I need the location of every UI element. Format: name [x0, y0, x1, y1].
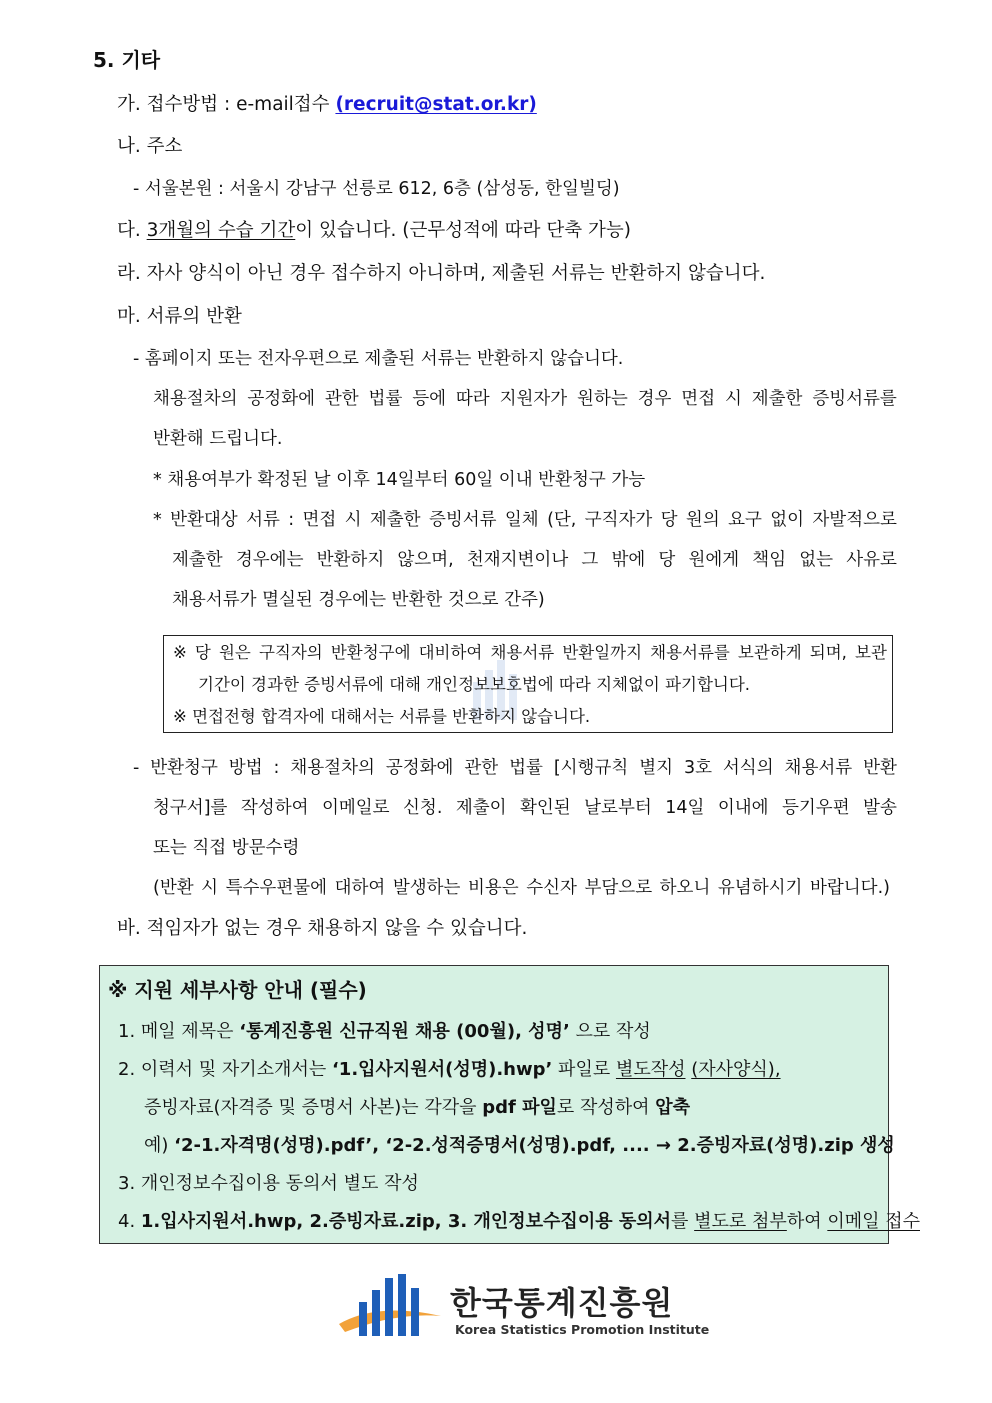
notice-line-3: ※ 면접전형 합격자에 대해서는 서류를 반환하지 않습니다. [173, 707, 591, 726]
guide-line-4-example: ‘2-1.자격명(성명).pdf’, ‘2-2.성적증명서(성명).pdf, .... → 2.증빙자료(성명).zip 생성 [174, 1135, 895, 1156]
notice-line-1: ※ 당 원은 구직자의 반환청구에 대비하여 채용서류 반환일까지 채용서류를 보관하게 되며, 보관 [173, 643, 887, 662]
logo-mark-icon [337, 1272, 445, 1342]
guide-line-2-own-form: (자사양식), [691, 1059, 781, 1080]
return-method-1: - 반환청구 방법 : 채용절차의 공정화에 관한 법률 [시행규칙 별지 3호 서식의 채용서류 반환 [133, 758, 897, 778]
item-ba: 바. 적임자가 없는 경우 채용하지 않을 수 있습니다. [117, 918, 528, 939]
item-da [117, 218, 631, 244]
guide-line-5: 3. 개인정보수집이용 동의서 별도 작성 [118, 1173, 419, 1194]
item-ma: 마. 서류의 반환 [117, 306, 242, 327]
notice-line-2: 기간이 경과한 증빙서류에 대해 개인정보보호법에 따라 지체없이 파기합니다. [198, 675, 751, 694]
application-guide-box [99, 965, 920, 1244]
guide-line-1-c: 으로 작성 [569, 1021, 651, 1042]
guide-line-2-c: 파일로 [552, 1059, 616, 1080]
item-na-address: - 서울본원 : 서울시 강남구 선릉로 612, 6층 (삼성동, 한일빌딩) [133, 179, 620, 199]
guide-line-6-email: 이메일 접수 [827, 1211, 920, 1232]
logo-korean-name: 한국통계진흥원 [450, 1284, 674, 1322]
institute-logo [337, 1272, 710, 1342]
guide-line-3 [144, 1095, 690, 1121]
guide-line-6-files: 1.입사지원서.hwp, 2.증빙자료.zip, 3. 개인정보수집이용 동의서 [140, 1211, 672, 1232]
guide-line-4-a: 예) [144, 1135, 175, 1156]
guide-line-6-c: 를 [671, 1211, 695, 1232]
guide-line-2-a: 2. 이력서 및 자기소개서는 [118, 1059, 332, 1080]
notice-box [163, 635, 893, 733]
guide-title: ※ 지원 세부사항 안내 (필수) [108, 978, 367, 1002]
item-ga-label: 가. 접수방법 : e-mail접수 [117, 94, 336, 115]
guide-line-2 [118, 1057, 781, 1083]
guide-line-3-c: 로 작성하여 [556, 1097, 656, 1118]
item-da-prefix: 다. [117, 220, 147, 241]
guide-line-6-a: 4. [118, 1211, 141, 1232]
item-star-2b: 제출한 경우에는 반환하지 않으며, 천재지변이나 그 밖에 당 원에게 책임 없는 사유로 [172, 550, 897, 570]
guide-line-1-subject: ‘통계진흥원 신규직원 채용 (00월), 성명’ [239, 1021, 570, 1042]
item-ga [117, 92, 537, 118]
item-na: 나. 주소 [117, 136, 183, 157]
return-method-4: (반환 시 특수우편물에 대하여 발생하는 비용은 수신자 부담으로 하오니 유념하시기 바랍니다.) [153, 878, 890, 898]
item-ma-2a: 채용절차의 공정화에 관한 법률 등에 따라 지원자가 원하는 경우 면접 시 제출한 증빙서류를 [153, 389, 897, 409]
guide-line-6-attach: 별도로 첨부 [694, 1211, 787, 1232]
item-star-2c: 채용서류가 멸실된 경우에는 반환한 것으로 간주) [172, 590, 545, 610]
item-da-suffix: 이 있습니다. (근무성적에 따라 단축 가능) [295, 220, 631, 241]
item-ma-1: - 홈페이지 또는 전자우편으로 제출된 서류는 반환하지 않습니다. [133, 349, 624, 369]
guide-line-2-filename: ‘1.입사지원서(성명).hwp’ [331, 1059, 553, 1080]
guide-line-4 [144, 1133, 895, 1159]
guide-line-3-pdf: pdf 파일 [482, 1097, 557, 1118]
guide-line-1-a: 1. 메일 제목은 [118, 1021, 240, 1042]
item-da-probation: 3개월의 수습 기간 [146, 220, 296, 241]
return-method-2: 청구서]를 작성하여 이메일로 신청. 제출이 확인된 날로부터 14일 이내에 등기우편 발송 [153, 798, 897, 818]
item-ra: 라. 자사 양식이 아닌 경우 접수하지 아니하며, 제출된 서류는 반환하지 않습니다. [117, 263, 766, 284]
email-link[interactable]: (recruit@stat.or.kr) [335, 94, 537, 115]
guide-line-6-e: 하여 [786, 1211, 828, 1232]
logo-english-name: Korea Statistics Promotion Institute [455, 1322, 710, 1337]
return-method-3: 또는 직접 방문수령 [153, 838, 300, 858]
guide-line-6 [118, 1209, 920, 1235]
section-title: 5. 기타 [93, 48, 161, 72]
guide-line-2-separate: 별도작성 [615, 1059, 686, 1080]
item-ma-2b: 반환해 드립니다. [153, 429, 283, 449]
item-star-2a: * 반환대상 서류 : 면접 시 제출한 증빙서류 일체 (단, 구직자가 당 원의 요구 없이 자발적으로 [153, 510, 897, 530]
guide-line-1 [118, 1019, 651, 1045]
guide-line-3-zip: 압축 [655, 1097, 691, 1118]
guide-line-3-a: 증빙자료(자격증 및 증명서 사본)는 각각을 [144, 1097, 483, 1118]
item-star-1: * 채용여부가 확정된 날 이후 14일부터 60일 이내 반환청구 가능 [153, 470, 646, 490]
